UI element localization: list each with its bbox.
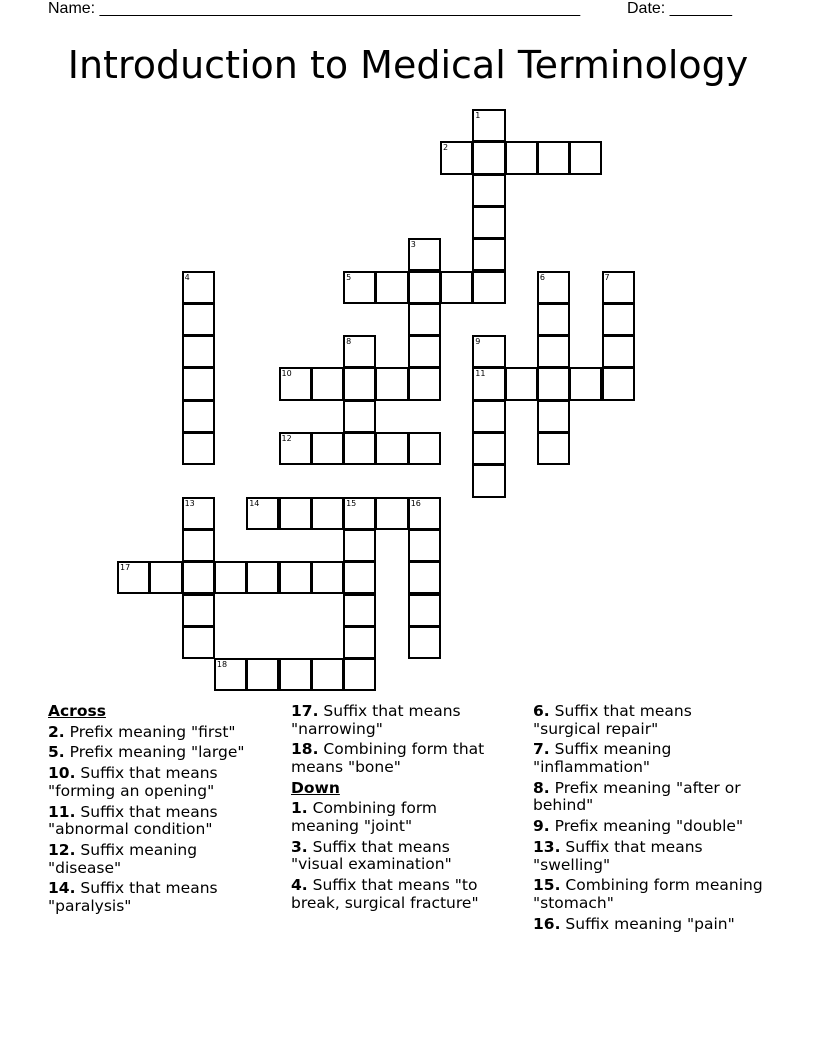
- crossword-cell[interactable]: [279, 497, 312, 530]
- clue-number: 18.: [291, 740, 319, 759]
- clue-text: Suffix that means "abnormal condition": [48, 802, 218, 839]
- crossword-cell[interactable]: [472, 400, 505, 433]
- crossword-cell[interactable]: [343, 335, 376, 368]
- cell-number: 7: [604, 272, 610, 282]
- clue-number: 15.: [533, 876, 561, 895]
- clue-text: Combining form meaning "joint": [291, 799, 438, 835]
- crossword-cell[interactable]: [311, 658, 344, 691]
- crossword-cell[interactable]: [472, 109, 505, 142]
- clue-number: 12.: [48, 841, 76, 860]
- crossword-cell[interactable]: [214, 561, 247, 594]
- cell-number: 3: [410, 240, 416, 250]
- cell-number: 5: [346, 272, 352, 282]
- crossword-cell[interactable]: [472, 174, 505, 207]
- crossword-cell[interactable]: [408, 626, 441, 659]
- crossword-cell[interactable]: [472, 367, 505, 400]
- crossword-cell[interactable]: [602, 335, 635, 368]
- crossword-cell[interactable]: [343, 497, 376, 530]
- crossword-cell[interactable]: [246, 497, 279, 530]
- crossword-cell[interactable]: [408, 367, 441, 400]
- crossword-cell[interactable]: [311, 561, 344, 594]
- crossword-cell[interactable]: [182, 432, 215, 465]
- crossword-cell[interactable]: [537, 271, 570, 304]
- crossword-cell[interactable]: [343, 529, 376, 562]
- cell-number: 16: [410, 498, 421, 508]
- clue-item: [533, 780, 763, 815]
- crossword-cell[interactable]: [214, 658, 247, 691]
- crossword-cell[interactable]: [440, 141, 473, 174]
- crossword-cell[interactable]: [182, 497, 215, 530]
- crossword-cell[interactable]: [343, 626, 376, 659]
- clue-item: [291, 877, 506, 912]
- crossword-cell[interactable]: [279, 432, 312, 465]
- clue-item: [48, 724, 263, 742]
- crossword-cell[interactable]: [279, 561, 312, 594]
- crossword-cell[interactable]: [375, 432, 408, 465]
- crossword-cell[interactable]: [343, 367, 376, 400]
- clue-item: [533, 818, 763, 836]
- clue-text: Suffix that means "swelling": [533, 838, 703, 874]
- date-label: Date:: [627, 0, 666, 17]
- crossword-cell[interactable]: [472, 432, 505, 465]
- crossword-cell[interactable]: [537, 400, 570, 433]
- crossword-cell[interactable]: [182, 529, 215, 562]
- crossword-cell[interactable]: [246, 561, 279, 594]
- crossword-cell[interactable]: [311, 432, 344, 465]
- crossword-cell[interactable]: [343, 594, 376, 627]
- clue-number: 9.: [533, 817, 550, 836]
- cell-number: 17: [120, 563, 131, 573]
- crossword-cell[interactable]: [537, 303, 570, 336]
- name-label: Name:: [48, 0, 96, 17]
- crossword-cell[interactable]: [472, 238, 505, 271]
- clue-number: 14.: [48, 879, 76, 898]
- clue-number: 5.: [48, 743, 65, 762]
- crossword-cell[interactable]: [408, 529, 441, 562]
- crossword-cell[interactable]: [472, 464, 505, 497]
- clue-text: Suffix meaning "inflammation": [533, 740, 672, 776]
- clue-text: Prefix meaning "double": [554, 817, 744, 836]
- clue-text: Suffix that means "narrowing": [291, 702, 461, 738]
- crossword-cell[interactable]: [537, 141, 570, 174]
- crossword-cell[interactable]: [408, 335, 441, 368]
- crossword-cell[interactable]: [569, 367, 602, 400]
- clue-number: 11.: [48, 802, 76, 821]
- crossword-cell[interactable]: [505, 367, 538, 400]
- cell-number: 2: [443, 143, 449, 153]
- crossword-cell[interactable]: [182, 561, 215, 594]
- crossword-cell[interactable]: [182, 626, 215, 659]
- crossword-cell[interactable]: [408, 238, 441, 271]
- clue-number: 3.: [291, 837, 308, 856]
- crossword-cell[interactable]: [408, 594, 441, 627]
- clue-number: 8.: [533, 778, 550, 797]
- clue-number: 13.: [533, 838, 561, 857]
- clue-text: Suffix meaning "pain": [565, 914, 735, 933]
- cell-number: 12: [281, 434, 292, 443]
- crossword-cell[interactable]: [343, 658, 376, 691]
- crossword-cell[interactable]: [602, 367, 635, 400]
- across-clue-list: [48, 724, 263, 916]
- crossword-cell[interactable]: [375, 271, 408, 304]
- crossword-cell[interactable]: [472, 141, 505, 174]
- clue-text: Suffix that means "forming an opening": [48, 764, 218, 800]
- clue-text: Suffix that means "to break, surgical fracture": [291, 876, 479, 912]
- clue-item: [48, 765, 263, 800]
- clue-text: Combining form that means "bone": [291, 740, 485, 776]
- cell-number: 1: [475, 111, 481, 120]
- crossword-cell[interactable]: [569, 141, 602, 174]
- clue-item: [291, 839, 506, 874]
- clue-item: [533, 916, 763, 934]
- crossword-cell[interactable]: [408, 561, 441, 594]
- crossword-cell[interactable]: [343, 271, 376, 304]
- cell-number: 8: [346, 337, 352, 347]
- crossword-cell[interactable]: [182, 367, 215, 400]
- clue-text: Combining form meaning "stomach": [533, 876, 763, 912]
- crossword-cell[interactable]: [182, 335, 215, 368]
- clue-text: Suffix that means "visual examination": [291, 837, 452, 874]
- crossword-cell[interactable]: [408, 303, 441, 336]
- clue-number: 17.: [291, 702, 319, 720]
- crossword-cell[interactable]: [537, 335, 570, 368]
- crossword-cell[interactable]: [182, 400, 215, 433]
- clue-item: [533, 703, 763, 738]
- clue-item: [533, 741, 763, 776]
- across-heading: Across: [48, 702, 106, 720]
- crossword-cell[interactable]: [408, 497, 441, 530]
- clue-item: [291, 703, 506, 738]
- crossword-cell[interactable]: [472, 206, 505, 239]
- crossword-cell[interactable]: [343, 400, 376, 433]
- cell-number: 11: [475, 369, 486, 379]
- crossword-cell[interactable]: [279, 658, 312, 691]
- clue-item: [533, 877, 763, 912]
- cell-number: 18: [216, 660, 228, 670]
- cell-number: 4: [184, 272, 190, 282]
- clue-item: [291, 741, 506, 776]
- clue-item: [48, 804, 263, 839]
- clue-number: 7.: [533, 740, 550, 759]
- crossword-cell[interactable]: [472, 335, 505, 368]
- clue-number: 1.: [291, 799, 308, 818]
- crossword-cell[interactable]: [505, 141, 538, 174]
- crossword-cell[interactable]: [537, 432, 570, 465]
- clue-number: 10.: [48, 764, 76, 783]
- cell-number: 6: [539, 272, 545, 282]
- crossword-cell[interactable]: [343, 561, 376, 594]
- crossword-cell[interactable]: [537, 367, 570, 400]
- clue-item: [48, 842, 263, 877]
- crossword-cell[interactable]: [602, 271, 635, 304]
- crossword-cell[interactable]: [375, 367, 408, 400]
- crossword-cell[interactable]: [117, 561, 150, 594]
- clues-column-3: [533, 703, 763, 937]
- down-heading: Down: [291, 778, 340, 797]
- crossword-cell[interactable]: [440, 271, 473, 304]
- clues-column-1: [48, 703, 263, 919]
- crossword-cell[interactable]: [182, 303, 215, 336]
- crossword-cell[interactable]: [311, 367, 344, 400]
- clues-column-2: [291, 703, 506, 915]
- clue-text: Suffix that means "surgical repair": [533, 702, 692, 738]
- date-line[interactable]: _______: [669, 0, 732, 17]
- name-line[interactable]: ______________________________________________________: [99, 0, 581, 17]
- across-clue-list-continued: [291, 703, 506, 776]
- clue-text: Prefix meaning "large": [69, 743, 245, 762]
- crossword-cell[interactable]: [408, 432, 441, 465]
- crossword-cell[interactable]: [246, 658, 279, 691]
- clue-text: Suffix meaning "disease": [48, 841, 198, 877]
- crossword-cell[interactable]: [408, 271, 441, 304]
- cell-number: 13: [184, 498, 195, 508]
- cell-number: 9: [475, 337, 481, 347]
- crossword-cell[interactable]: [149, 561, 182, 594]
- crossword-cell[interactable]: [182, 594, 215, 627]
- crossword-cell[interactable]: [472, 271, 505, 304]
- clue-number: 4.: [291, 876, 308, 895]
- cell-number: 10: [281, 369, 292, 379]
- clue-item: [533, 839, 763, 874]
- clue-text: Prefix meaning "first": [69, 722, 236, 741]
- crossword-cell[interactable]: [279, 367, 312, 400]
- down-clue-list: [291, 800, 506, 912]
- clue-item: [48, 744, 263, 762]
- cell-number: 14: [249, 498, 260, 508]
- clue-number: 2.: [48, 722, 65, 741]
- clue-number: 16.: [533, 914, 561, 933]
- clue-item: [48, 880, 263, 915]
- clue-number: 6.: [533, 702, 550, 720]
- down-clue-list-continued: [533, 703, 763, 933]
- clue-item: [291, 800, 506, 835]
- clue-text: Suffix that means "paralysis": [48, 879, 218, 915]
- clue-text: Prefix meaning "after or behind": [533, 778, 741, 815]
- crossword-cell[interactable]: [343, 432, 376, 465]
- crossword-cell[interactable]: [311, 497, 344, 530]
- cell-number: 15: [346, 498, 357, 508]
- page-title: Introduction to Medical Terminology: [67, 43, 749, 87]
- crossword-cell[interactable]: [375, 497, 408, 530]
- crossword-cell[interactable]: [602, 303, 635, 336]
- crossword-cell[interactable]: [182, 271, 215, 304]
